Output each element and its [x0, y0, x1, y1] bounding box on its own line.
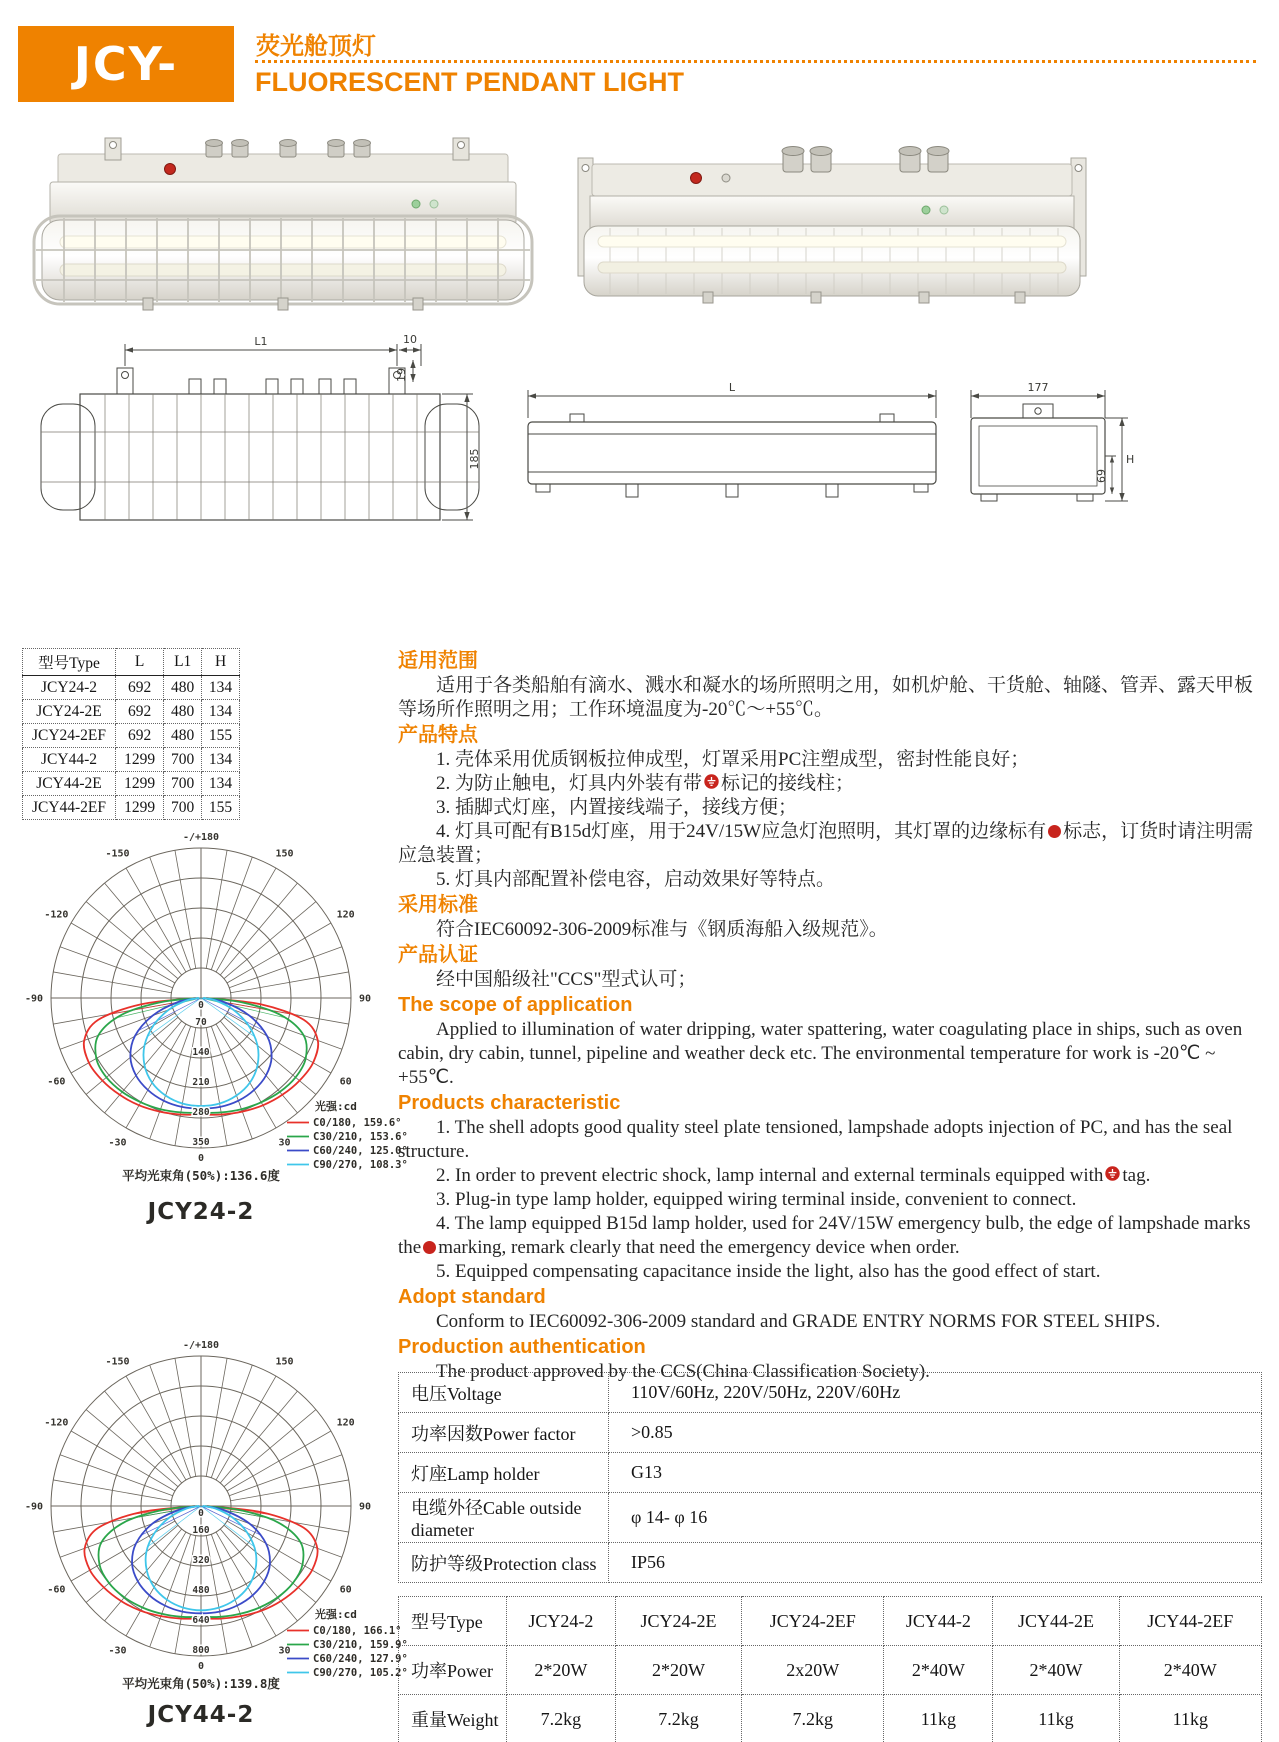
cage-wires — [41, 394, 479, 520]
svg-text:-90: -90 — [24, 1501, 43, 1513]
table-row — [399, 1695, 1262, 1742]
header-cell: 型号Type — [399, 1597, 507, 1646]
polar-chart-jcy24-2 — [24, 745, 408, 1195]
fixture-top-plate — [58, 154, 508, 186]
section-paragraph: Conform to IEC60092-306-2009 standard and GRADE ENTRY NORMS FOR STEEL SHIPS. — [436, 1311, 1161, 1332]
legend-label: C30/210, 153.6° — [313, 1131, 408, 1143]
table-row — [399, 1493, 1262, 1543]
section-paragraph: 3. Plug-in type lamp holder, equipped wiring terminal inside, convenient to connect. — [436, 1189, 1077, 1210]
cell: 11kg — [1119, 1695, 1261, 1742]
section-paragraph: 经中国船级社"CCS"型式认可； — [436, 969, 697, 990]
chart-title: JCY44-2 — [147, 1702, 255, 1728]
svg-text:-30: -30 — [108, 1137, 127, 1149]
cell: 700 — [164, 748, 202, 772]
dim-label-10: 10 — [403, 333, 417, 346]
table-header-row — [23, 649, 240, 676]
cell: 110V/60Hz, 220V/50Hz, 220V/60Hz — [609, 1373, 1262, 1413]
header-cell: JCY24-2 — [507, 1597, 616, 1646]
cell: 700 — [164, 772, 202, 796]
cell: 692 — [116, 700, 164, 724]
header-cell: JCY44-2 — [884, 1597, 993, 1646]
brand-text: JCY- — [73, 37, 179, 91]
table-row — [23, 700, 240, 724]
cell: 134 — [202, 772, 240, 796]
svg-text:0: 0 — [197, 1661, 205, 1672]
chart-caption: 平均光束角(50%):139.8度 — [122, 1676, 280, 1691]
cell: 2x20W — [742, 1646, 884, 1695]
header-cell: H — [202, 649, 240, 676]
cell: 1299 — [116, 772, 164, 796]
product-photo-caged-fixture — [18, 138, 548, 316]
svg-text:-60: -60 — [47, 1076, 66, 1088]
cell: 134 — [202, 748, 240, 772]
legend-label: C60/240, 127.9° — [313, 1653, 408, 1665]
table-row — [23, 724, 240, 748]
green-indicator — [922, 206, 930, 214]
chart-legend — [287, 1099, 408, 1171]
svg-text:160: 160 — [192, 1525, 210, 1536]
chart-legend — [287, 1607, 408, 1679]
cell: JCY24-2E — [23, 700, 116, 724]
cell: 155 — [202, 796, 240, 820]
cell: 692 — [116, 724, 164, 748]
svg-text:-150: -150 — [105, 1356, 130, 1368]
fixture-outline — [528, 422, 936, 484]
section-paragraph: 3. 插脚式灯座，内置接线端子，接线方便； — [436, 797, 798, 818]
header-cell: L — [116, 649, 164, 676]
photometric-chart-block-jcy24-2 — [24, 745, 408, 1225]
table-row — [399, 1543, 1262, 1583]
green-indicator — [430, 200, 438, 208]
svg-text:120: 120 — [336, 909, 355, 921]
section-paragraph: Applied to illumination of water dripping, water spattering, water coagulating place in ships, such as oven cabin, dry cabin, tunnel, pipeline and weather deck etc. The environmental temperature for work is -20℃ ~ +55℃. — [398, 1019, 1243, 1088]
legend-label: C90/270, 105.2° — [313, 1667, 408, 1679]
dimension-drawing-front — [25, 332, 495, 572]
brand-logo — [18, 26, 234, 102]
small-button — [722, 174, 730, 182]
dim-label-177: 177 — [1027, 381, 1049, 394]
header-cell: JCY44-2EF — [1119, 1597, 1261, 1646]
cell: 2*40W — [884, 1646, 993, 1695]
section-paragraph: 4. The lamp equipped B15d lamp holder, used for 24V/15W emergency bulb, the edge of lampshade marks the marking, remark clearly that need the emergency device when order. — [398, 1213, 1251, 1258]
svg-text:60: 60 — [339, 1584, 352, 1596]
table-header-row — [399, 1597, 1262, 1646]
cell: IP56 — [609, 1543, 1262, 1583]
svg-text:-150: -150 — [105, 848, 130, 860]
legend-label: C0/180, 159.6° — [313, 1117, 402, 1129]
photometric-chart-block-jcy44-2 — [24, 1282, 408, 1728]
cell: 防护等级Protection class — [399, 1543, 609, 1583]
svg-text:-/+180: -/+180 — [182, 1340, 220, 1351]
dim-label-19: 19 — [395, 368, 408, 382]
clip — [626, 484, 638, 497]
section-paragraph: 5. 灯具内部配置补偿电容，启动效果好等特点。 — [436, 869, 836, 890]
svg-text:320: 320 — [192, 1555, 210, 1566]
svg-text:0: 0 — [198, 1508, 204, 1519]
green-indicator — [412, 200, 420, 208]
specifications-table — [398, 1372, 1262, 1583]
section-paragraph: 2. 为防止触电，灯具内外装有带 标记的接线柱； — [436, 773, 855, 794]
cell: 功率因数Power factor — [399, 1413, 609, 1453]
dim-label-L: L — [728, 381, 736, 394]
header-cell: JCY24-2EF — [742, 1597, 884, 1646]
cell: 134 — [202, 700, 240, 724]
section-paragraph: 1. 壳体采用优质钢板拉伸成型，灯罩采用PC注塑成型，密封性能良好； — [436, 749, 1030, 770]
section-paragraph: 适用于各类船舶有滴水、溅水和凝水的场所照明之用，如机炉舱、干货舱、轴隧、管弄、露天甲板等场所作照明之用；工作环境温度为-20℃～+55℃。 — [398, 675, 1254, 720]
fixture-outline — [80, 394, 440, 520]
cell: 2*20W — [507, 1646, 616, 1695]
legend-label: C60/240, 125.0° — [313, 1145, 408, 1157]
cell: 700 — [164, 796, 202, 820]
section-heading: Adopt standard — [398, 1286, 546, 1308]
svg-text:150: 150 — [275, 848, 294, 860]
section-paragraph: 5. Equipped compensating capacitance inside the light, also has the good effect of start. — [436, 1261, 1101, 1282]
section-heading: 产品认证 — [398, 944, 478, 966]
svg-text:280: 280 — [192, 1107, 210, 1118]
models-table — [398, 1596, 1262, 1742]
section-paragraph: 2. In order to prevent electric shock, lamp internal and external terminals equipped with tag. — [436, 1165, 1151, 1186]
cell: 11kg — [993, 1695, 1119, 1742]
dim-label-185: 185 — [468, 448, 481, 470]
clip — [826, 484, 838, 497]
section-paragraph: 符合IEC60092-306-2009标准与《钢质海船入级规范》。 — [436, 919, 888, 940]
legend-label: C0/180, 166.1° — [313, 1625, 402, 1637]
fixture-top-plate — [592, 164, 1072, 196]
cell: 功率Power — [399, 1646, 507, 1695]
svg-text:60: 60 — [339, 1076, 352, 1088]
cell: JCY44-2 — [23, 748, 116, 772]
section-paragraph: 1. The shell adopts good quality steel plate tensioned, lampshade adopts injection of PC, and has the seal structure. — [398, 1117, 1233, 1162]
section-heading: 采用标准 — [398, 894, 478, 916]
header-cell: JCY44-2E — [993, 1597, 1119, 1646]
cage-loop-left — [41, 404, 95, 510]
table-row — [399, 1373, 1262, 1413]
section-heading: Products characteristic — [398, 1092, 621, 1114]
cell: 电压Voltage — [399, 1373, 609, 1413]
table-row — [23, 676, 240, 700]
chart-caption: 平均光束角(50%):136.6度 — [122, 1168, 280, 1183]
chart-title: JCY24-2 — [147, 1199, 255, 1225]
svg-text:70: 70 — [195, 1017, 207, 1028]
legend-title: 光强:cd — [315, 1608, 357, 1621]
divider-dotted-line — [255, 60, 1256, 63]
svg-text:-120: -120 — [44, 909, 69, 921]
cell: 134 — [202, 676, 240, 700]
header-cell: L1 — [164, 649, 202, 676]
cell: 1299 — [116, 796, 164, 820]
header-cell: JCY24-2E — [615, 1597, 741, 1646]
cell: 155 — [202, 724, 240, 748]
red-indicator — [165, 164, 176, 175]
fluorescent-tube — [598, 262, 1066, 273]
page-title-en: FLUORESCENT PENDANT LIGHT — [255, 67, 684, 97]
cell: G13 — [609, 1453, 1262, 1493]
cell: 7.2kg — [742, 1695, 884, 1742]
cell: 480 — [164, 700, 202, 724]
cell: JCY44-2EF — [23, 796, 116, 820]
bracket-hole — [582, 165, 589, 172]
cell: 重量Weight — [399, 1695, 507, 1742]
cell: 480 — [164, 676, 202, 700]
cell: JCY44-2E — [23, 772, 116, 796]
table-row — [399, 1413, 1262, 1453]
cell: JCY24-2EF — [23, 724, 116, 748]
cell: 2*20W — [615, 1646, 741, 1695]
cell: 692 — [116, 676, 164, 700]
section-paragraph: The product approved by the CCS(China Classification Society). — [436, 1361, 930, 1382]
svg-text:210: 210 — [192, 1077, 210, 1088]
cell: 11kg — [884, 1695, 993, 1742]
cell: 480 — [164, 724, 202, 748]
cell: 2*40W — [1119, 1646, 1261, 1695]
dimension-drawing-end — [956, 378, 1134, 523]
fixture-outline — [971, 418, 1105, 494]
cell: 7.2kg — [615, 1695, 741, 1742]
cell: 灯座Lamp holder — [399, 1453, 609, 1493]
svg-text:640: 640 — [192, 1615, 210, 1626]
svg-text:-60: -60 — [47, 1584, 66, 1596]
section-heading: 产品特点 — [398, 724, 478, 746]
clip — [726, 484, 738, 497]
ground-icon — [1105, 1166, 1120, 1181]
fluorescent-tube — [598, 236, 1066, 247]
svg-text:90: 90 — [359, 993, 372, 1005]
svg-text:0: 0 — [197, 1153, 205, 1164]
table-row — [399, 1453, 1262, 1493]
svg-text:30: 30 — [278, 1645, 291, 1657]
dim-label-H: H — [1126, 453, 1135, 466]
cell: φ 14- φ 16 — [609, 1493, 1262, 1543]
fixture-body — [590, 196, 1074, 228]
red-dot-icon — [1048, 825, 1061, 838]
header-cell: 型号Type — [23, 649, 116, 676]
table-row — [399, 1646, 1262, 1695]
cell: >0.85 — [609, 1413, 1262, 1453]
svg-text:0: 0 — [198, 1000, 204, 1011]
product-photo-plain-fixture — [558, 148, 1106, 306]
red-dot-icon — [423, 1241, 436, 1254]
svg-text:-90: -90 — [24, 993, 43, 1005]
lampshade-cover — [42, 220, 524, 300]
cell: 2*40W — [993, 1646, 1119, 1695]
section-paragraph: 4. 灯具可配有B15d灯座，用于24V/15W应急灯泡照明，其灯罩的边缘标有 标志，订货时请注明需应急装置； — [398, 821, 1254, 866]
cell: JCY24-2 — [23, 676, 116, 700]
bracket — [1023, 404, 1053, 418]
svg-text:30: 30 — [278, 1137, 291, 1149]
legend-title: 光强:cd — [315, 1100, 357, 1113]
svg-text:120: 120 — [336, 1417, 355, 1429]
description-sections — [398, 648, 1266, 1384]
page-title-zh: 荧光舱顶灯 — [256, 33, 376, 60]
svg-text:90: 90 — [359, 1501, 372, 1513]
cell: 7.2kg — [507, 1695, 616, 1742]
cell: 电缆外径Cable outside diameter — [399, 1493, 609, 1543]
bracket-hole — [1075, 165, 1082, 172]
svg-text:350: 350 — [192, 1137, 210, 1148]
dimension-drawing-side — [512, 378, 952, 518]
svg-text:480: 480 — [192, 1585, 210, 1596]
svg-text:150: 150 — [275, 1356, 294, 1368]
svg-text:-/+180: -/+180 — [182, 832, 220, 843]
section-heading: Production authentication — [398, 1336, 646, 1358]
dim-label-L1: L1 — [254, 335, 268, 348]
cell: 1299 — [116, 748, 164, 772]
fixture-body — [50, 182, 516, 224]
ground-icon — [704, 774, 719, 789]
red-indicator — [691, 173, 702, 184]
polar-chart-jcy44-2 — [24, 1282, 408, 1698]
green-indicator — [940, 206, 948, 214]
svg-text:-30: -30 — [108, 1645, 127, 1657]
legend-label: C90/270, 108.3° — [313, 1159, 408, 1171]
svg-text:800: 800 — [192, 1645, 210, 1656]
svg-text:-120: -120 — [44, 1417, 69, 1429]
section-heading: 适用范围 — [398, 650, 478, 672]
dim-label-69: 69 — [1095, 469, 1108, 483]
section-heading: The scope of application — [398, 994, 633, 1016]
legend-label: C30/210, 159.9° — [313, 1639, 408, 1651]
svg-text:140: 140 — [192, 1047, 210, 1058]
